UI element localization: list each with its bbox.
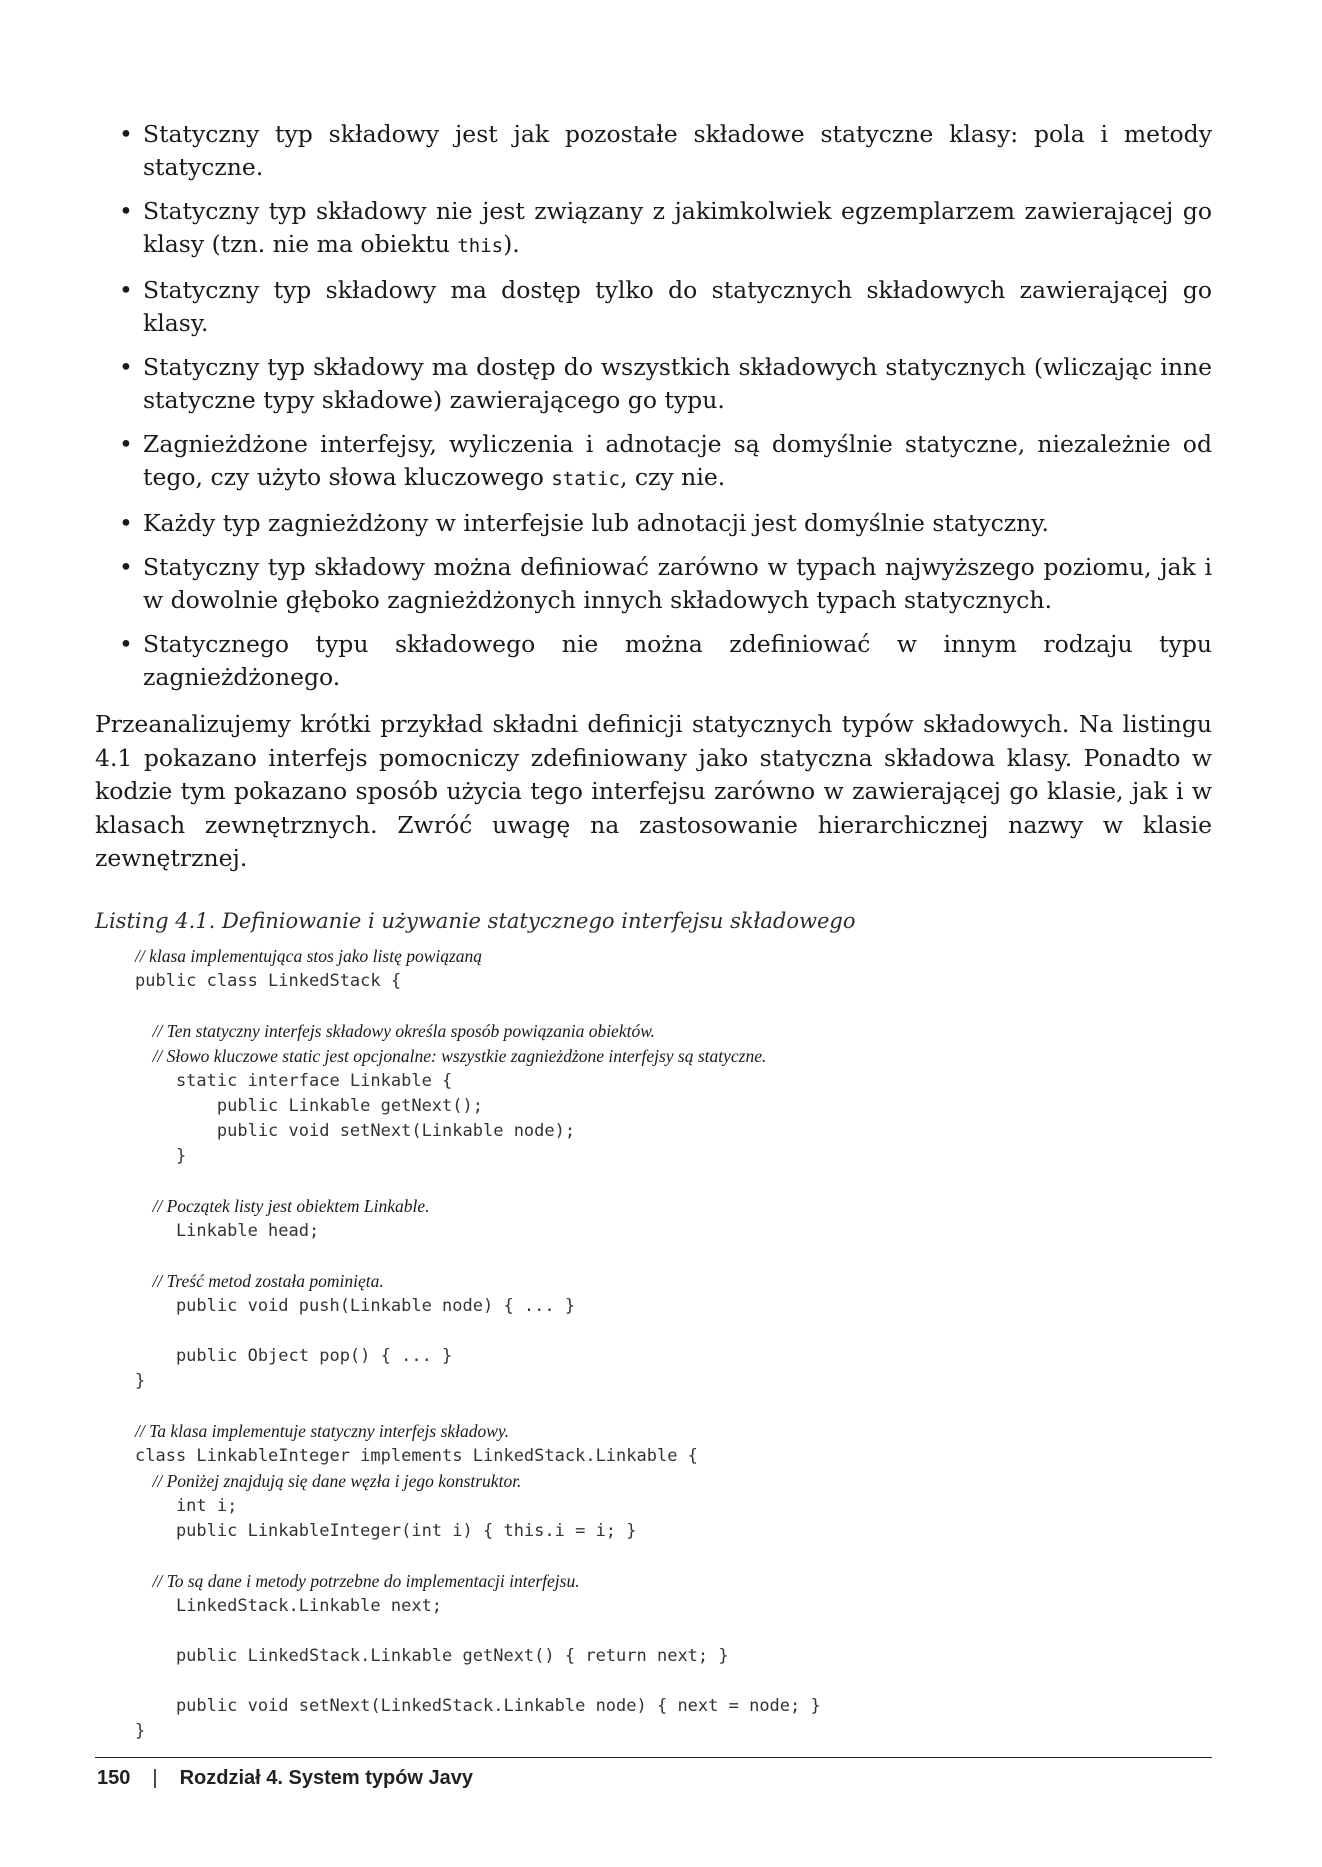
bullet-text: Statycznego typu składowego nie można zdefiniować w innym rodzaju typu zagnieżdżonego. [143,630,1212,691]
code-line: } [135,1720,146,1741]
code-line [135,1244,1212,1269]
code-line [135,1544,1212,1569]
code-comment-line: // Ten statyczny interfejs składowy określa sposób powiązania obiektów. [135,1020,655,1041]
code-comment-line: // Początek listy jest obiektem Linkable. [135,1195,430,1216]
code-listing [135,944,1212,1744]
code-line: int i; [135,1495,238,1516]
chapter-title: Rozdział 4. System typów Javy [179,1767,474,1789]
code-line: class LinkableInteger implements LinkedStack.Linkable { [135,1445,698,1466]
bullet-item [95,628,1212,694]
code-line: } [135,1145,187,1166]
bullet-icon: • [119,430,133,458]
bullet-icon: • [119,509,133,537]
code-comment-line: // Poniżej znajdują się dane węzła i jego konstruktor. [135,1470,522,1491]
code-line: public LinkableInteger(int i) { this.i = i; } [135,1520,637,1541]
listing-caption: Listing 4.1. Definiowanie i używanie statycznego interfejsu składowego [95,908,856,933]
bullet-icon: • [119,353,133,381]
code-line [135,1169,1212,1194]
bullet-text: ). [503,230,520,258]
bullet-text: Statyczny typ składowy można definiować zarówno w typach najwyższego poziomu, jak i w dowolnie głęboko zagnieżdżonych innych składowych typach statycznych. [143,553,1212,614]
page-number: 150 [97,1767,131,1789]
code-comment-line: // To są dane i metody potrzebne do implementacji interfejsu. [135,1570,580,1591]
code-line: LinkedStack.Linkable next; [135,1595,443,1616]
code-line: public void setNext(LinkedStack.Linkable node) { next = node; } [135,1695,821,1716]
bullet-item [95,118,1212,184]
code-comment-line: // Treść metod została pominięta. [135,1270,384,1291]
code-comment-line: // Ta klasa implementuje statyczny interfejs składowy. [135,1420,510,1441]
inline-code: static [551,468,620,490]
bullet-item [95,507,1212,540]
code-line: public LinkedStack.Linkable getNext() { return next; } [135,1645,729,1666]
page-footer [97,1767,473,1790]
bullet-text: Każdy typ zagnieżdżony w interfejsie lub adnotacji jest domyślnie statyczny. [143,509,1049,537]
bullet-item [95,274,1212,340]
footer-divider [95,1757,1212,1758]
bullet-text: , czy nie. [619,463,726,491]
bullet-item [95,195,1212,263]
body-paragraph: Przeanalizujemy krótki przykład składni definicji statycznych typów składowych. Na listingu 4.1 pokazano interfejs pomocniczy zdefiniowany jako statyczna składowa klasy. Ponadto w kodzie tym pokazano sposób użycia tego interfejsu zarówno w zawierającej go klasie, jak i w klasach zewnętrznych. Zwróć uwagę na zastosowanie hierarchicznej nazwy w klasie zewnętrznej. [95,710,1212,872]
code-line: public void setNext(Linkable node); [135,1120,576,1141]
code-line [135,994,1212,1019]
code-comment-line: // klasa implementująca stos jako listę powiązaną [135,945,483,966]
bullet-icon: • [119,197,133,225]
bullet-text: Statyczny typ składowy nie jest związany z jakimkolwiek egzemplarzem zawierającej go klasy (tzn. nie ma obiektu [143,197,1212,258]
bullet-icon: • [119,120,133,148]
bullet-list [95,118,1212,694]
inline-code: this [457,235,504,257]
bullet-item [95,351,1212,417]
code-line: public Object pop() { ... } [135,1345,453,1366]
bullet-icon: • [119,276,133,304]
bullet-icon: • [119,553,133,581]
code-line: public class LinkedStack { [135,970,402,991]
bullet-text: Statyczny typ składowy ma dostęp do wszystkich składowych statycznych (wliczając inne statyczne typy składowe) zawierającego go typu. [143,353,1212,414]
code-line: public Linkable getNext(); [135,1095,483,1116]
code-line [135,1669,1212,1694]
page-content [95,118,1212,1744]
code-line: } [135,1370,146,1391]
code-line [135,1319,1212,1344]
bullet-item [95,551,1212,617]
code-line: Linkable head; [135,1220,320,1241]
code-line [135,1619,1212,1644]
bullet-text: Zagnieżdżone interfejsy, wyliczenia i adnotacje są domyślnie statyczne, niezależnie od tego, czy użyto słowa kluczowego [143,430,1212,491]
bullet-text: Statyczny typ składowy ma dostęp tylko do statycznych składowych zawierającej go klasy. [143,276,1212,337]
code-line: public void push(Linkable node) { ... } [135,1295,576,1316]
bullet-text: Statyczny typ składowy jest jak pozostałe składowe statyczne klasy: pola i metody statyczne. [143,120,1212,181]
code-line: static interface Linkable { [135,1070,453,1091]
footer-separator: | [152,1767,158,1789]
bullet-item [95,428,1212,496]
bullet-icon: • [119,630,133,658]
code-line [135,1394,1212,1419]
code-comment-line: // Słowo kluczowe static jest opcjonalne: wszystkie zagnieżdżone interfejsy są statyczne. [135,1045,767,1066]
